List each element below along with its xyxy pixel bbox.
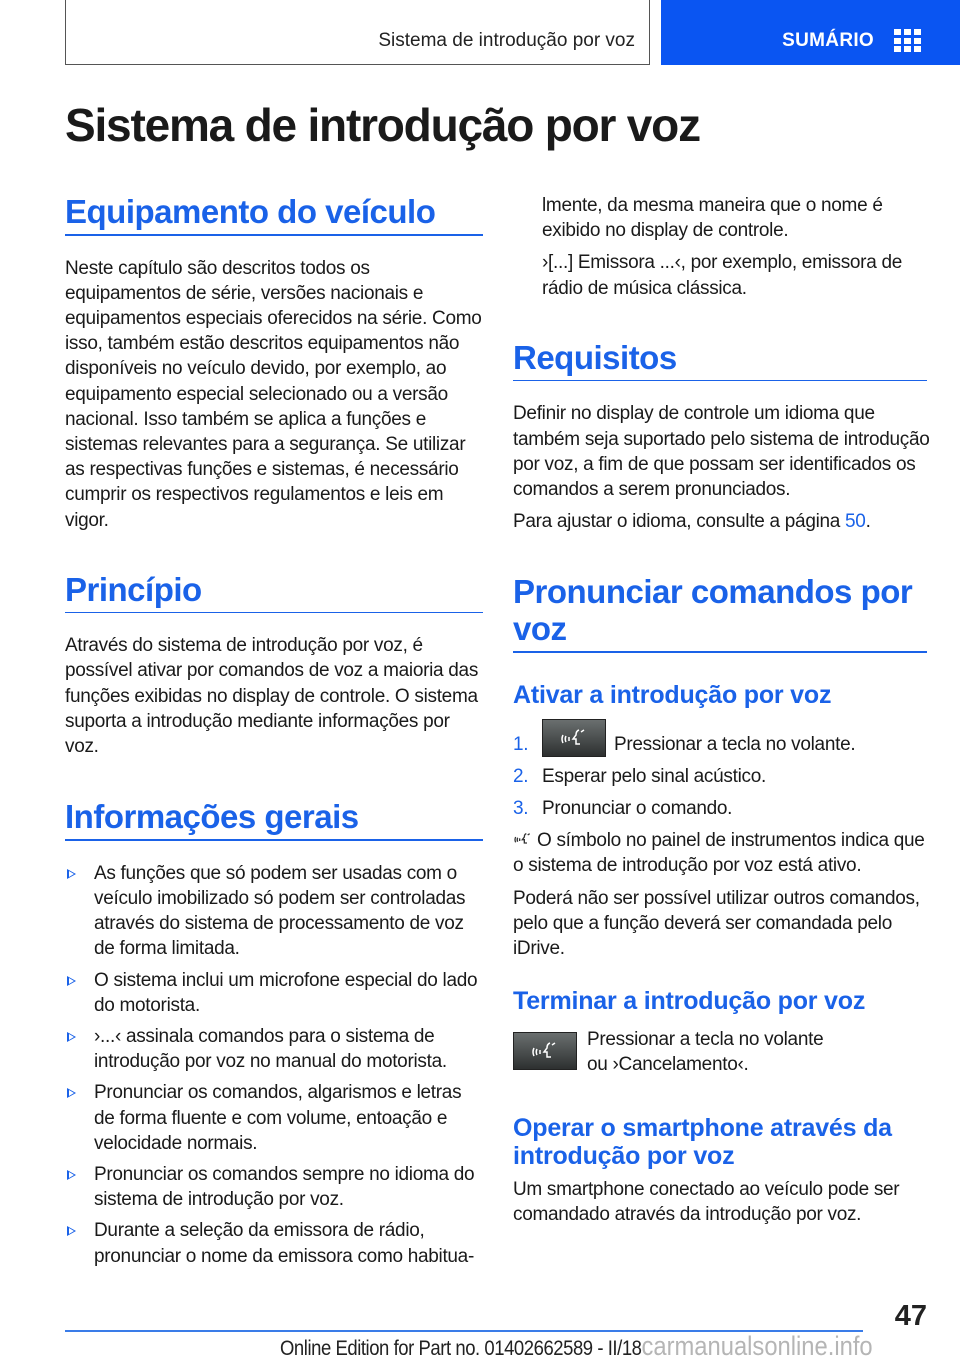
step-1: 1. Pressionar a tecla no volante. bbox=[513, 719, 931, 757]
bullet-item: Pronunciar os comandos sempre no idioma do sistema de introdução por voz. bbox=[65, 1162, 483, 1212]
terminar-row bbox=[513, 1027, 931, 1077]
divider bbox=[513, 651, 927, 653]
divider bbox=[513, 380, 927, 382]
voice-button-icon bbox=[542, 719, 606, 757]
left-column bbox=[65, 193, 483, 1269]
bullet-continuation: lmente, da mesma maneira que o nome é exibido no display de controle. bbox=[542, 195, 883, 242]
symbol-note: O símbolo no painel de instrumentos indica que o sistema de introdução por voz está ativo. bbox=[513, 830, 925, 877]
paragraph-requisitos: Definir no display de controle um idioma que também seja suportado pelo sistema de introdução por voz, a fim de que possam ser identificados os comandos a serem pronunciados. bbox=[513, 403, 930, 500]
divider bbox=[65, 839, 483, 841]
page-title: Sistema de introdução por voz bbox=[65, 99, 700, 151]
paragraph-equipamento: Neste capítulo são descritos todos os equipamentos de série, versões nacionais e equipamentos especiais oferecidos na série. Como isso, também estão descritos equipamentos não disponíveis no veículo devido, por exemplo, ao equipamento especial selecionado ou a versão nacional. Isso também se aplica a funções e sistemas relevantes para a segurança. Se utilizar as respectivas funções e sistemas, é necessário cumprir os respectivos regulamentos e leis em vigor. bbox=[65, 257, 482, 531]
paragraph-principio: Através do sistema de introdução por voz, é possível ativar por comandos de voz a maioria das funções exibidas no display de controle. O sistema suporta a introdução mediante informações por voz. bbox=[65, 635, 479, 758]
page-link[interactable]: 50 bbox=[845, 511, 866, 533]
paragraph-smartphone: Um smartphone conectado ao veículo pode ser comandado através da introdução por voz. bbox=[513, 1178, 900, 1225]
page-reference: Para ajustar o idioma, consulte a página 50. bbox=[513, 511, 871, 533]
paragraph-terminar: Pressionar a tecla no volante ou ›Cancelamento‹. bbox=[587, 1029, 824, 1076]
triangle-bullet-icon bbox=[67, 1226, 76, 1236]
heading-ativar: Ativar a introdução por voz bbox=[513, 680, 832, 709]
divider bbox=[65, 612, 483, 614]
divider bbox=[65, 234, 483, 236]
step-3: 3. Pronunciar o comando. bbox=[513, 798, 733, 820]
header-section-title: Sistema de introdução por voz bbox=[378, 30, 635, 51]
watermark: carmanualsonline.info bbox=[641, 1331, 873, 1361]
triangle-bullet-icon bbox=[67, 869, 76, 879]
heading-principio: Princípio bbox=[65, 570, 202, 608]
triangle-bullet-icon bbox=[67, 1170, 76, 1180]
bullet-item: As funções que só podem ser usadas com o veículo imobilizado só podem ser controladas através do sistema de processamento de voz de forma limitada. bbox=[65, 861, 483, 962]
heading-terminar: Terminar a introdução por voz bbox=[513, 987, 866, 1016]
heading-informacoes: Informações gerais bbox=[65, 798, 359, 836]
header-section-box bbox=[65, 0, 650, 65]
heading-equipamento: Equipamento do veículo bbox=[65, 193, 436, 230]
contents-button[interactable] bbox=[661, 0, 960, 65]
heading-pronunciar: Pronunciar comandos por voz bbox=[513, 573, 913, 648]
paragraph-note: Poderá não ser possível utilizar outros comandos, pelo que a função deverá ser comandada pelo iDrive. bbox=[513, 887, 920, 960]
grid-icon bbox=[894, 29, 921, 52]
heading-requisitos: Requisitos bbox=[513, 338, 677, 376]
bullet-item: ›...‹ assinala comandos para o sistema de introdução por voz no manual do motorista. bbox=[65, 1024, 483, 1074]
triangle-bullet-icon bbox=[67, 1088, 76, 1098]
voice-button-icon bbox=[513, 1032, 577, 1070]
triangle-bullet-icon bbox=[67, 1032, 76, 1042]
page-number: 47 bbox=[894, 1300, 927, 1332]
contents-label: SUMÁRIO bbox=[782, 30, 874, 51]
bullet-item: Durante a seleção da emissora de rádio, pronunciar o nome da emissora como habitua- bbox=[65, 1218, 483, 1268]
bullet-item: Pronunciar os comandos, algarismos e letras de forma fluente e com volume, entoação e velocidade normais. bbox=[65, 1080, 483, 1156]
bullet-item: O sistema inclui um microfone especial do lado do motorista. bbox=[65, 968, 483, 1018]
bullet-continuation: ›[...] Emissora ...‹, por exemplo, emissora de rádio de música clássica. bbox=[542, 252, 902, 299]
heading-smartphone: Operar o smartphone através da introdução por voz bbox=[513, 1113, 892, 1170]
right-column bbox=[513, 193, 931, 1227]
step-2: 2. Esperar pelo sinal acústico. bbox=[513, 765, 766, 787]
voice-symbol-icon bbox=[513, 830, 533, 848]
footer-edition: Online Edition for Part no. 01402662589 - II/18carmanualsonline.info bbox=[280, 1331, 873, 1361]
triangle-bullet-icon bbox=[67, 976, 76, 986]
